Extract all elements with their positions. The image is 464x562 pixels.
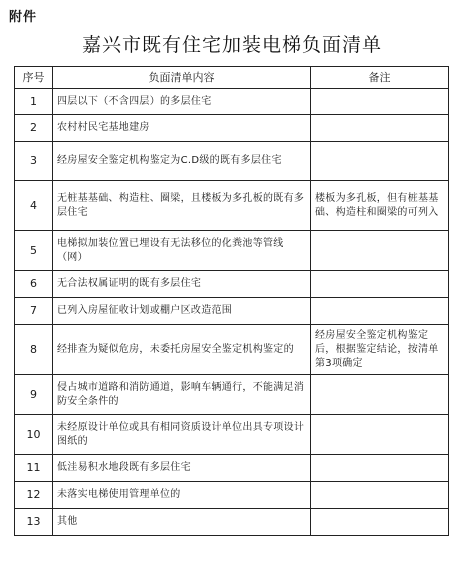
row-number: 10: [15, 415, 53, 455]
row-remark: [311, 298, 449, 325]
row-number: 4: [15, 181, 53, 231]
row-content: 已列入房屋征收计划或棚户区改造范围: [53, 298, 311, 325]
table-row: [15, 298, 449, 325]
row-content: 电梯拟加装位置已埋设有无法移位的化粪池等管线（网）: [53, 231, 311, 271]
row-remark: 经房屋安全鉴定机构鉴定后，根据鉴定结论，按清单第3项确定: [311, 325, 449, 375]
row-number: 8: [15, 325, 53, 375]
row-number: 9: [15, 375, 53, 415]
negative-list-table: [14, 66, 449, 536]
row-content: 农村村民宅基地建房: [53, 115, 311, 142]
table-row: [15, 509, 449, 536]
header-remarks: 备注: [311, 67, 449, 89]
row-remark: [311, 455, 449, 482]
table-row: [15, 181, 449, 231]
row-remark: [311, 89, 449, 115]
row-content: 无合法权属证明的既有多层住宅: [53, 271, 311, 298]
row-number: 5: [15, 231, 53, 271]
row-number: 6: [15, 271, 53, 298]
row-content: 四层以下（不含四层）的多层住宅: [53, 89, 311, 115]
row-remark: [311, 231, 449, 271]
row-number: 2: [15, 115, 53, 142]
row-remark: [311, 415, 449, 455]
table-header-row: [15, 67, 449, 89]
row-number: 3: [15, 142, 53, 181]
table-row: [15, 115, 449, 142]
row-remark: [311, 509, 449, 536]
table-row: [15, 89, 449, 115]
table-row: [15, 142, 449, 181]
row-content: 未经原设计单位或具有相同资质设计单位出具专项设计图纸的: [53, 415, 311, 455]
row-remark: [311, 482, 449, 509]
row-remark: [311, 271, 449, 298]
row-content: 侵占城市道路和消防通道，影响车辆通行，不能满足消防安全条件的: [53, 375, 311, 415]
row-content: 低洼易积水地段既有多层住宅: [53, 455, 311, 482]
row-number: 13: [15, 509, 53, 536]
page-title: 嘉兴市既有住宅加装电梯负面清单: [81, 34, 382, 56]
row-number: 7: [15, 298, 53, 325]
table-row: [15, 455, 449, 482]
row-content: 经房屋安全鉴定机构鉴定为C.D级的既有多层住宅: [53, 142, 311, 181]
table-row: [15, 482, 449, 509]
row-content: 未落实电梯使用管理单位的: [53, 482, 311, 509]
table-row: [15, 271, 449, 298]
header-serial-number: 序号: [15, 67, 53, 89]
table-row: [15, 231, 449, 271]
row-content: 其他: [53, 509, 311, 536]
header-list-content: 负面清单内容: [53, 67, 311, 89]
row-content: 无桩基基础、构造柱、圈梁，且楼板为多孔板的既有多层住宅: [53, 181, 311, 231]
row-number: 1: [15, 89, 53, 115]
table-row: [15, 325, 449, 375]
attachment-label: 附件: [9, 10, 38, 25]
row-remark: [311, 142, 449, 181]
row-remark: [311, 115, 449, 142]
row-remark: [311, 375, 449, 415]
row-number: 11: [15, 455, 53, 482]
row-remark: 楼板为多孔板，但有桩基基础、构造柱和圈梁的可列入: [311, 181, 449, 231]
table-row: [15, 415, 449, 455]
row-content: 经排查为疑似危房，未委托房屋安全鉴定机构鉴定的: [53, 325, 311, 375]
table-row: [15, 375, 449, 415]
row-number: 12: [15, 482, 53, 509]
